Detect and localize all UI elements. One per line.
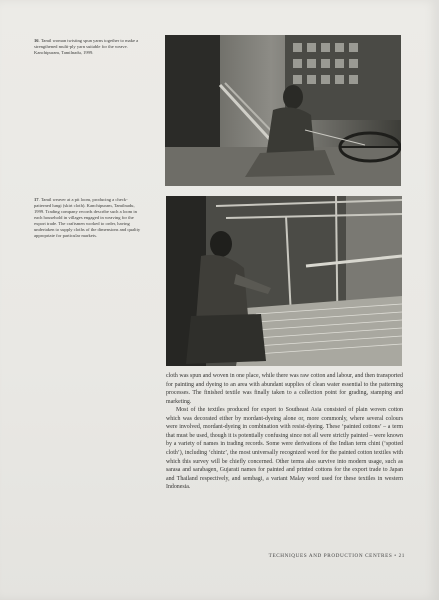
figure-17-caption: 17. Tamil weaver at a pit loom, producing a check-patterned lungi (skirt cloth). Kanchipuram, Tamilnadu, 1999. Trading company records describe such a loom in each household in villages engaged in weaving for the export trade. The craftsmen worked to order, having undertaken to supply cloths of the dimensions and quality appropriate for particular markets. bbox=[34, 197, 141, 238]
figure-16-number: 16 bbox=[34, 38, 39, 43]
running-footer bbox=[269, 553, 405, 559]
photo-woman-twisting-yarn bbox=[165, 35, 401, 186]
figure-16-caption: 16. Tamil woman twisting spun yarns together to make a strengthened multi-ply yarn suitable for the weave. Kanchipuram, Tamilnadu, 1999. bbox=[34, 38, 139, 55]
figure-17-caption-text: Tamil weaver at a pit loom, producing a check-patterned lungi (skirt cloth). Kanchipuram, Tamilnadu, 1999. Trading company records describe such a loom in each household in villages engaged in weaving for the export trade. The craftsmen worked to order, having undertaken to supply cloths of the dimensions and quality appropriate for particular markets. bbox=[34, 197, 141, 238]
page-number: 21 bbox=[398, 553, 405, 559]
photo-weaver-at-pit-loom bbox=[166, 196, 402, 366]
running-head: TECHNIQUES AND PRODUCTION CENTRES bbox=[268, 553, 393, 559]
body-paragraph-1: cloth was spun and woven in one place, while there was raw cotton and labour, and then transported for painting and dyeing to an area with abundant supplies of clean water essential to the patterning processes. The finished textile was finally taken to a collection point for grading, stamping and marketing. bbox=[166, 373, 403, 405]
figure-16-caption-text: Tamil woman twisting spun yarns together to make a strengthened multi-ply yarn suitable for the weave. Kanchipuram, Tamilnadu, 1999. bbox=[34, 38, 139, 55]
body-paragraph-2: Most of the textiles produced for export to Southeast Asia consisted of plain woven cotton which was decorated either by mordant-dyeing alone or, more commonly, where several colours were involved, mordant-dyeing in combination with resist-dyeing. These ‘painted cottons’ – a term that must be used, though it is potentially confusing since not all were strictly painted – were known by a variety of names in trading records. Some were derivations of the Indian term chint (‘spotted cloth’), including ‘chintz’, the most universally recognized word for the painted cotton textiles with which this survey will be chiefly concerned. Other terms also survive into modern usage, such as sarasa and sarabagen, Gujarati names for painted and printed cottons for the export trade to Japan and Thailand respectively, and sembagi, a variant Malay word used for these textiles in western Indonesia. bbox=[166, 407, 403, 491]
figure-17-number: 17 bbox=[34, 197, 39, 202]
footer-separator: • bbox=[394, 553, 397, 559]
